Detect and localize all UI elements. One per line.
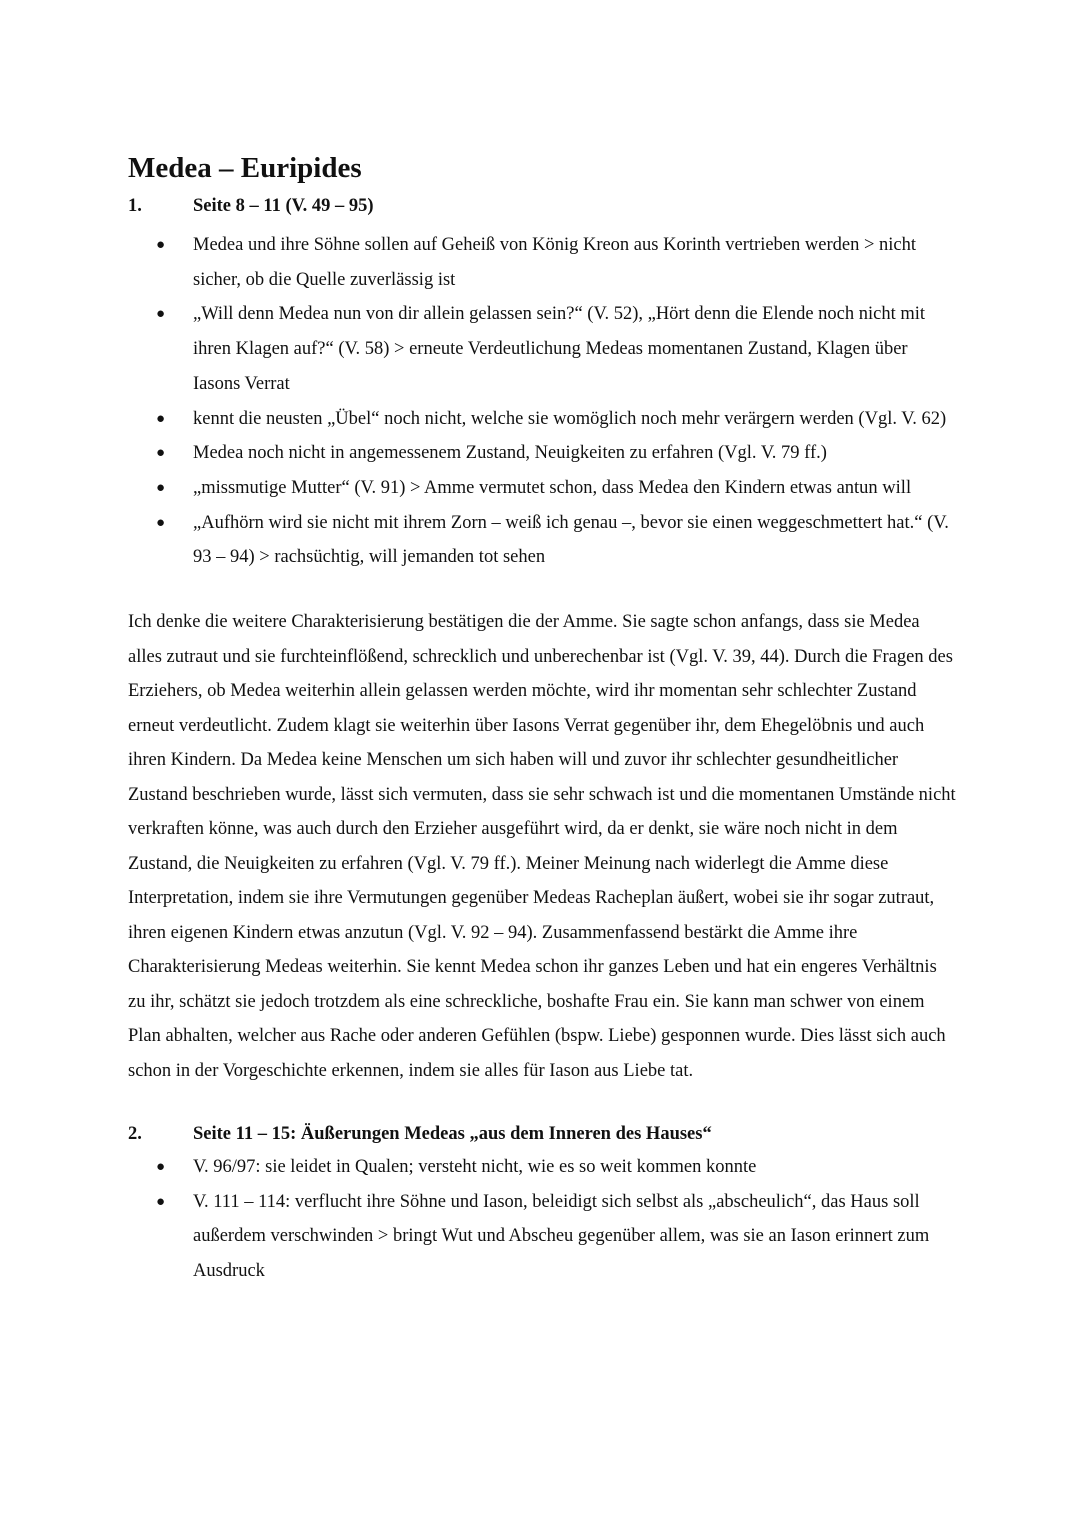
bullet-icon: ● <box>156 479 166 496</box>
list-item <box>128 402 958 437</box>
section-1-number: 1. <box>128 196 142 216</box>
list-item <box>128 1185 958 1289</box>
list-item-text: „Aufhörn wird sie nicht mit ihrem Zorn – weiß ich genau –, bevor sie einen weggeschmettert hat.“ (V. 93 – 94) > rachsüchtig, will jemanden tot sehen <box>193 512 949 568</box>
document-title: Medea – Euripides <box>128 152 362 184</box>
list-item <box>128 506 958 575</box>
list-item <box>128 1150 958 1185</box>
bullet-icon: ● <box>156 237 166 253</box>
list-item-text: „missmutige Mutter“ (V. 91) > Amme vermutet schon, dass Medea den Kindern etwas antun will <box>193 477 912 498</box>
section-2 <box>128 1122 958 1289</box>
section-1-title: Seite 8 – 11 (V. 49 – 95) <box>193 196 374 216</box>
section-2-number: 2. <box>128 1124 142 1145</box>
list-item-text: „Will denn Medea nun von dir allein gelassen sein?“ (V. 52), „Hört denn die Elende noch nicht mit ihren Klagen auf?“ (V. 58) > erneute Verdeutlichung Medeas momentanen Zustand, Klagen über Iasons Verrat <box>193 304 926 394</box>
list-item <box>128 471 958 506</box>
section-2-bullet-list <box>128 1150 958 1289</box>
bullet-icon: ● <box>156 410 166 427</box>
list-item <box>128 228 958 297</box>
list-item-text: V. 96/97: sie leidet in Qualen; versteht nicht, wie es so weit kommen konnte <box>193 1157 757 1178</box>
document-page <box>128 148 958 1289</box>
section-1-bullet-list <box>128 228 958 575</box>
bullet-icon: ● <box>156 1159 166 1176</box>
bullet-icon: ● <box>156 445 166 462</box>
list-item-text: Medea noch nicht in angemessenem Zustand, Neuigkeiten zu erfahren (Vgl. V. 79 ff.) <box>193 443 827 464</box>
list-item-text: kennt die neusten „Übel“ noch nicht, welche sie womöglich noch mehr verärgern werden (Vgl. V. 62) <box>193 408 947 429</box>
section-2-title: Seite 11 – 15: Äußerungen Medeas „aus dem Inneren des Hauses“ <box>193 1124 712 1145</box>
list-item-text: Medea und ihre Söhne sollen auf Geheiß von König Kreon aus Korinth vertrieben werden > nicht sicher, ob die Quelle zuverlässig ist <box>193 235 916 290</box>
list-item <box>128 297 958 401</box>
section-1 <box>128 194 958 1088</box>
section-2-heading <box>128 1122 958 1146</box>
section-1-heading <box>128 194 958 218</box>
list-item <box>128 436 958 471</box>
section-1-paragraph: Ich denke die weitere Charakterisierung bestätigen die der Amme. Sie sagte schon anfangs, dass sie Medea alles zutraut und sie furchteinflößend, schrecklich und unberechenbar ist (Vgl. V. 39, 44). Durch die Fragen des Erziehers, ob Medea weiterhin allein gelassen werden möchte, wird ihr momentan sehr schlechter Zustand erneut verdeutlicht. Zudem klagt sie weiterhin über Iasons Verrat gegenüber ihr, dem Ehegelöbnis und auch ihren Kindern. Da Medea keine Menschen um sich haben will und zuvor ihr schlechter gesundheitlicher Zustand beschrieben wurde, lässt sich vermuten, dass sie sehr schwach ist und die momentanen Umstände nicht verkraften könne, was auch durch den Erzieher ausgeführt wird, da er denkt, sie wäre noch nicht in dem Zustand, die Neuigkeiten zu erfahren (Vgl. V. 79 ff.). Meiner Meinung nach widerlegt die Amme diese Interpretation, indem sie ihre Vermutungen gegenüber Medeas Racheplan äußert, wobei sie ihr sogar zutraut, ihren eigenen Kindern etwas anzutun (Vgl. V. 92 – 94). Zusammenfassend bestärkt die Amme ihre Charakterisierung Medeas weiterhin. Sie kennt Medea schon ihr ganzes Leben und hat ein engeres Verhältnis zu ihr, schätzt sie jedoch trotzdem als eine schreckliche, boshafte Frau ein. Sie kann man schwer von einem Plan abhalten, welcher aus Rache oder anderen Gefühlen (bspw. Liebe) gesponnen wurde. Dies lässt sich auch schon in der Vorgeschichte erkennen, indem sie alles für Iason aus Liebe tat. <box>128 612 956 1081</box>
bullet-icon: ● <box>156 306 166 323</box>
list-item-text: V. 111 – 114: verflucht ihre Söhne und Iason, beleidigt sich selbst als „abscheulich“, das Haus soll außerdem verschwinden > bringt Wut und Abscheu gegenüber allem, was sie an Iason erinnert zum Ausdruck <box>193 1191 930 1282</box>
bullet-icon: ● <box>156 514 166 531</box>
bullet-icon: ● <box>156 1193 166 1210</box>
